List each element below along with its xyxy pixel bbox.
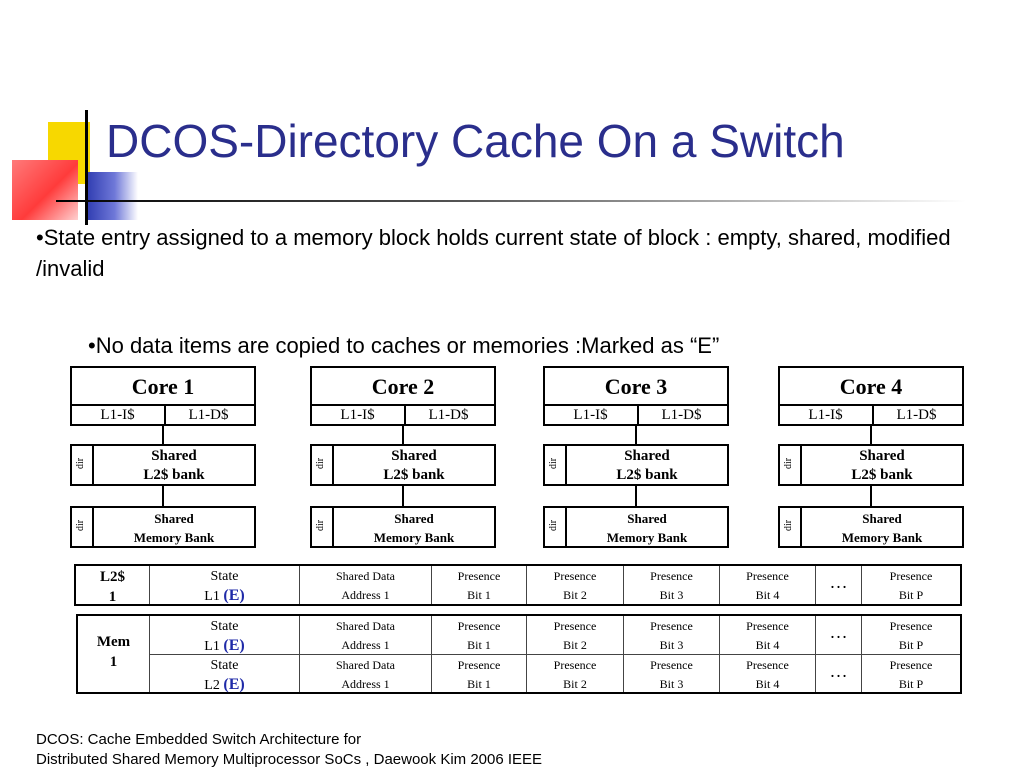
citation-line1: DCOS: Cache Embedded Switch Architecture for (36, 731, 362, 748)
title-decoration-blue-square (86, 172, 138, 220)
directory-label-box: dir (780, 446, 802, 484)
l1-instruction-cache-label: L1-I$ (573, 407, 608, 423)
core-diagram-3 (543, 366, 729, 548)
address-cell: Shared Data Address 1 (300, 616, 432, 654)
presence-bit-cell: Presence Bit 1 (432, 566, 527, 604)
presence-bit-cell-last: Presence Bit P (889, 658, 933, 691)
l2-bank-line2: L2$ bank (851, 467, 913, 483)
connector-line (870, 424, 872, 446)
core-name: Core 1 (70, 366, 256, 406)
memory-directory-table (76, 614, 962, 694)
slide-title: DCOS-Directory Cache On a Switch (106, 115, 845, 167)
title-decoration-red-square (12, 160, 78, 220)
connector-line (635, 424, 637, 446)
citation-line2: Distributed Shared Memory Multiprocessor SoCs , Daewook Kim 2006 IEEE (36, 751, 543, 768)
presence-bit-cell: Presence Bit 3 (624, 566, 720, 604)
memory-table-header: Mem 1 (78, 616, 150, 692)
presence-bit-cell: Presence Bit 4 (720, 655, 816, 692)
core-name: Core 4 (778, 366, 964, 406)
presence-bit-cell: Presence Bit 3 (624, 616, 720, 654)
l2-bank-line2: L2$ bank (143, 467, 205, 483)
l1-cache-row (543, 404, 729, 426)
connector-line (402, 424, 404, 446)
address-cell: Shared Data Address 1 (300, 566, 432, 604)
directory-label-box: dir (545, 446, 567, 484)
l1-data-cache-label: L1-D$ (428, 407, 469, 423)
shared-l2-bank (778, 444, 964, 486)
ellipsis-cell: … (816, 655, 862, 692)
bullet-state-entry: •State entry assigned to a memory block holds current state of block : empty, shared, modified /invalid (36, 225, 951, 281)
core-diagram-4 (778, 366, 964, 548)
core-diagram-1 (70, 366, 256, 548)
presence-bit-cell: Presence Bit 2 (527, 566, 624, 604)
memory-bank-line1: Shared (394, 511, 434, 526)
l2-bank-line1: Shared (859, 448, 905, 464)
l2-bank-line1: Shared (391, 448, 437, 464)
ellipsis-cell: … (816, 566, 862, 604)
shared-memory-bank (310, 506, 496, 548)
shared-l2-bank (70, 444, 256, 486)
presence-bit-cell: Presence Bit 2 (527, 655, 624, 692)
directory-label-box: dir (72, 508, 94, 546)
connector-line (402, 484, 404, 508)
shared-memory-bank (543, 506, 729, 548)
l2-bank-line1: Shared (151, 448, 197, 464)
core-name: Core 3 (543, 366, 729, 406)
ellipsis-cell: … (816, 616, 862, 654)
l1-data-cache-label: L1-D$ (896, 407, 937, 423)
presence-bit-cell-last: Presence Bit P (889, 569, 933, 602)
l2-bank-line1: Shared (624, 448, 670, 464)
presence-bit-cell-last: Presence Bit P (889, 619, 933, 652)
l1-cache-row (70, 404, 256, 426)
connector-line (162, 484, 164, 508)
state-cell: State L1 (E) (150, 566, 300, 604)
l1-instruction-cache-label: L1-I$ (100, 407, 135, 423)
title-underline (56, 200, 966, 202)
memory-bank-line1: Shared (862, 511, 902, 526)
core-name: Core 2 (310, 366, 496, 406)
citation-footer (36, 730, 542, 770)
l1-cache-row (310, 404, 496, 426)
l1-instruction-cache-label: L1-I$ (808, 407, 843, 423)
memory-bank-line1: Shared (154, 511, 194, 526)
presence-bit-cell: Presence Bit 2 (527, 616, 624, 654)
presence-bit-cell: Presence Bit 1 (432, 616, 527, 654)
directory-label-box: dir (72, 446, 94, 484)
presence-bit-cell: Presence Bit 4 (720, 616, 816, 654)
exclusive-mark: (E) (223, 676, 245, 693)
memory-bank-line2: Memory Bank (373, 530, 455, 545)
directory-label-box: dir (312, 508, 334, 546)
directory-label-box: dir (780, 508, 802, 546)
memory-bank-line1: Shared (627, 511, 667, 526)
connector-line (162, 424, 164, 446)
exclusive-mark: (E) (223, 587, 245, 604)
shared-l2-bank (310, 444, 496, 486)
presence-bit-cell: Presence Bit 1 (432, 655, 527, 692)
address-cell: Shared Data Address 1 (300, 655, 432, 692)
l2-directory-table (74, 564, 962, 606)
bullet-no-data-items: •No data items are copied to caches or memories :Marked as “E” (88, 333, 720, 358)
directory-label-box: dir (545, 508, 567, 546)
l1-data-cache-label: L1-D$ (188, 407, 229, 423)
shared-memory-bank (70, 506, 256, 548)
core-diagram-2 (310, 366, 496, 548)
shared-memory-bank (778, 506, 964, 548)
state-cell: State L2 (E) (150, 655, 300, 692)
shared-l2-bank (543, 444, 729, 486)
connector-line (635, 484, 637, 508)
l2-bank-line2: L2$ bank (383, 467, 445, 483)
l1-cache-row (778, 404, 964, 426)
l2-table-header: L2$ 1 (76, 566, 150, 604)
l1-data-cache-label: L1-D$ (661, 407, 702, 423)
state-cell: State L1 (E) (150, 616, 300, 654)
memory-bank-line2: Memory Bank (133, 530, 215, 545)
title-decoration-vertical-line (85, 110, 88, 225)
presence-bit-cell: Presence Bit 3 (624, 655, 720, 692)
memory-bank-line2: Memory Bank (841, 530, 923, 545)
presence-bit-cell: Presence Bit 4 (720, 566, 816, 604)
l2-bank-line2: L2$ bank (616, 467, 678, 483)
connector-line (870, 484, 872, 508)
directory-label-box: dir (312, 446, 334, 484)
l1-instruction-cache-label: L1-I$ (340, 407, 375, 423)
memory-bank-line2: Memory Bank (606, 530, 688, 545)
exclusive-mark: (E) (223, 637, 245, 654)
